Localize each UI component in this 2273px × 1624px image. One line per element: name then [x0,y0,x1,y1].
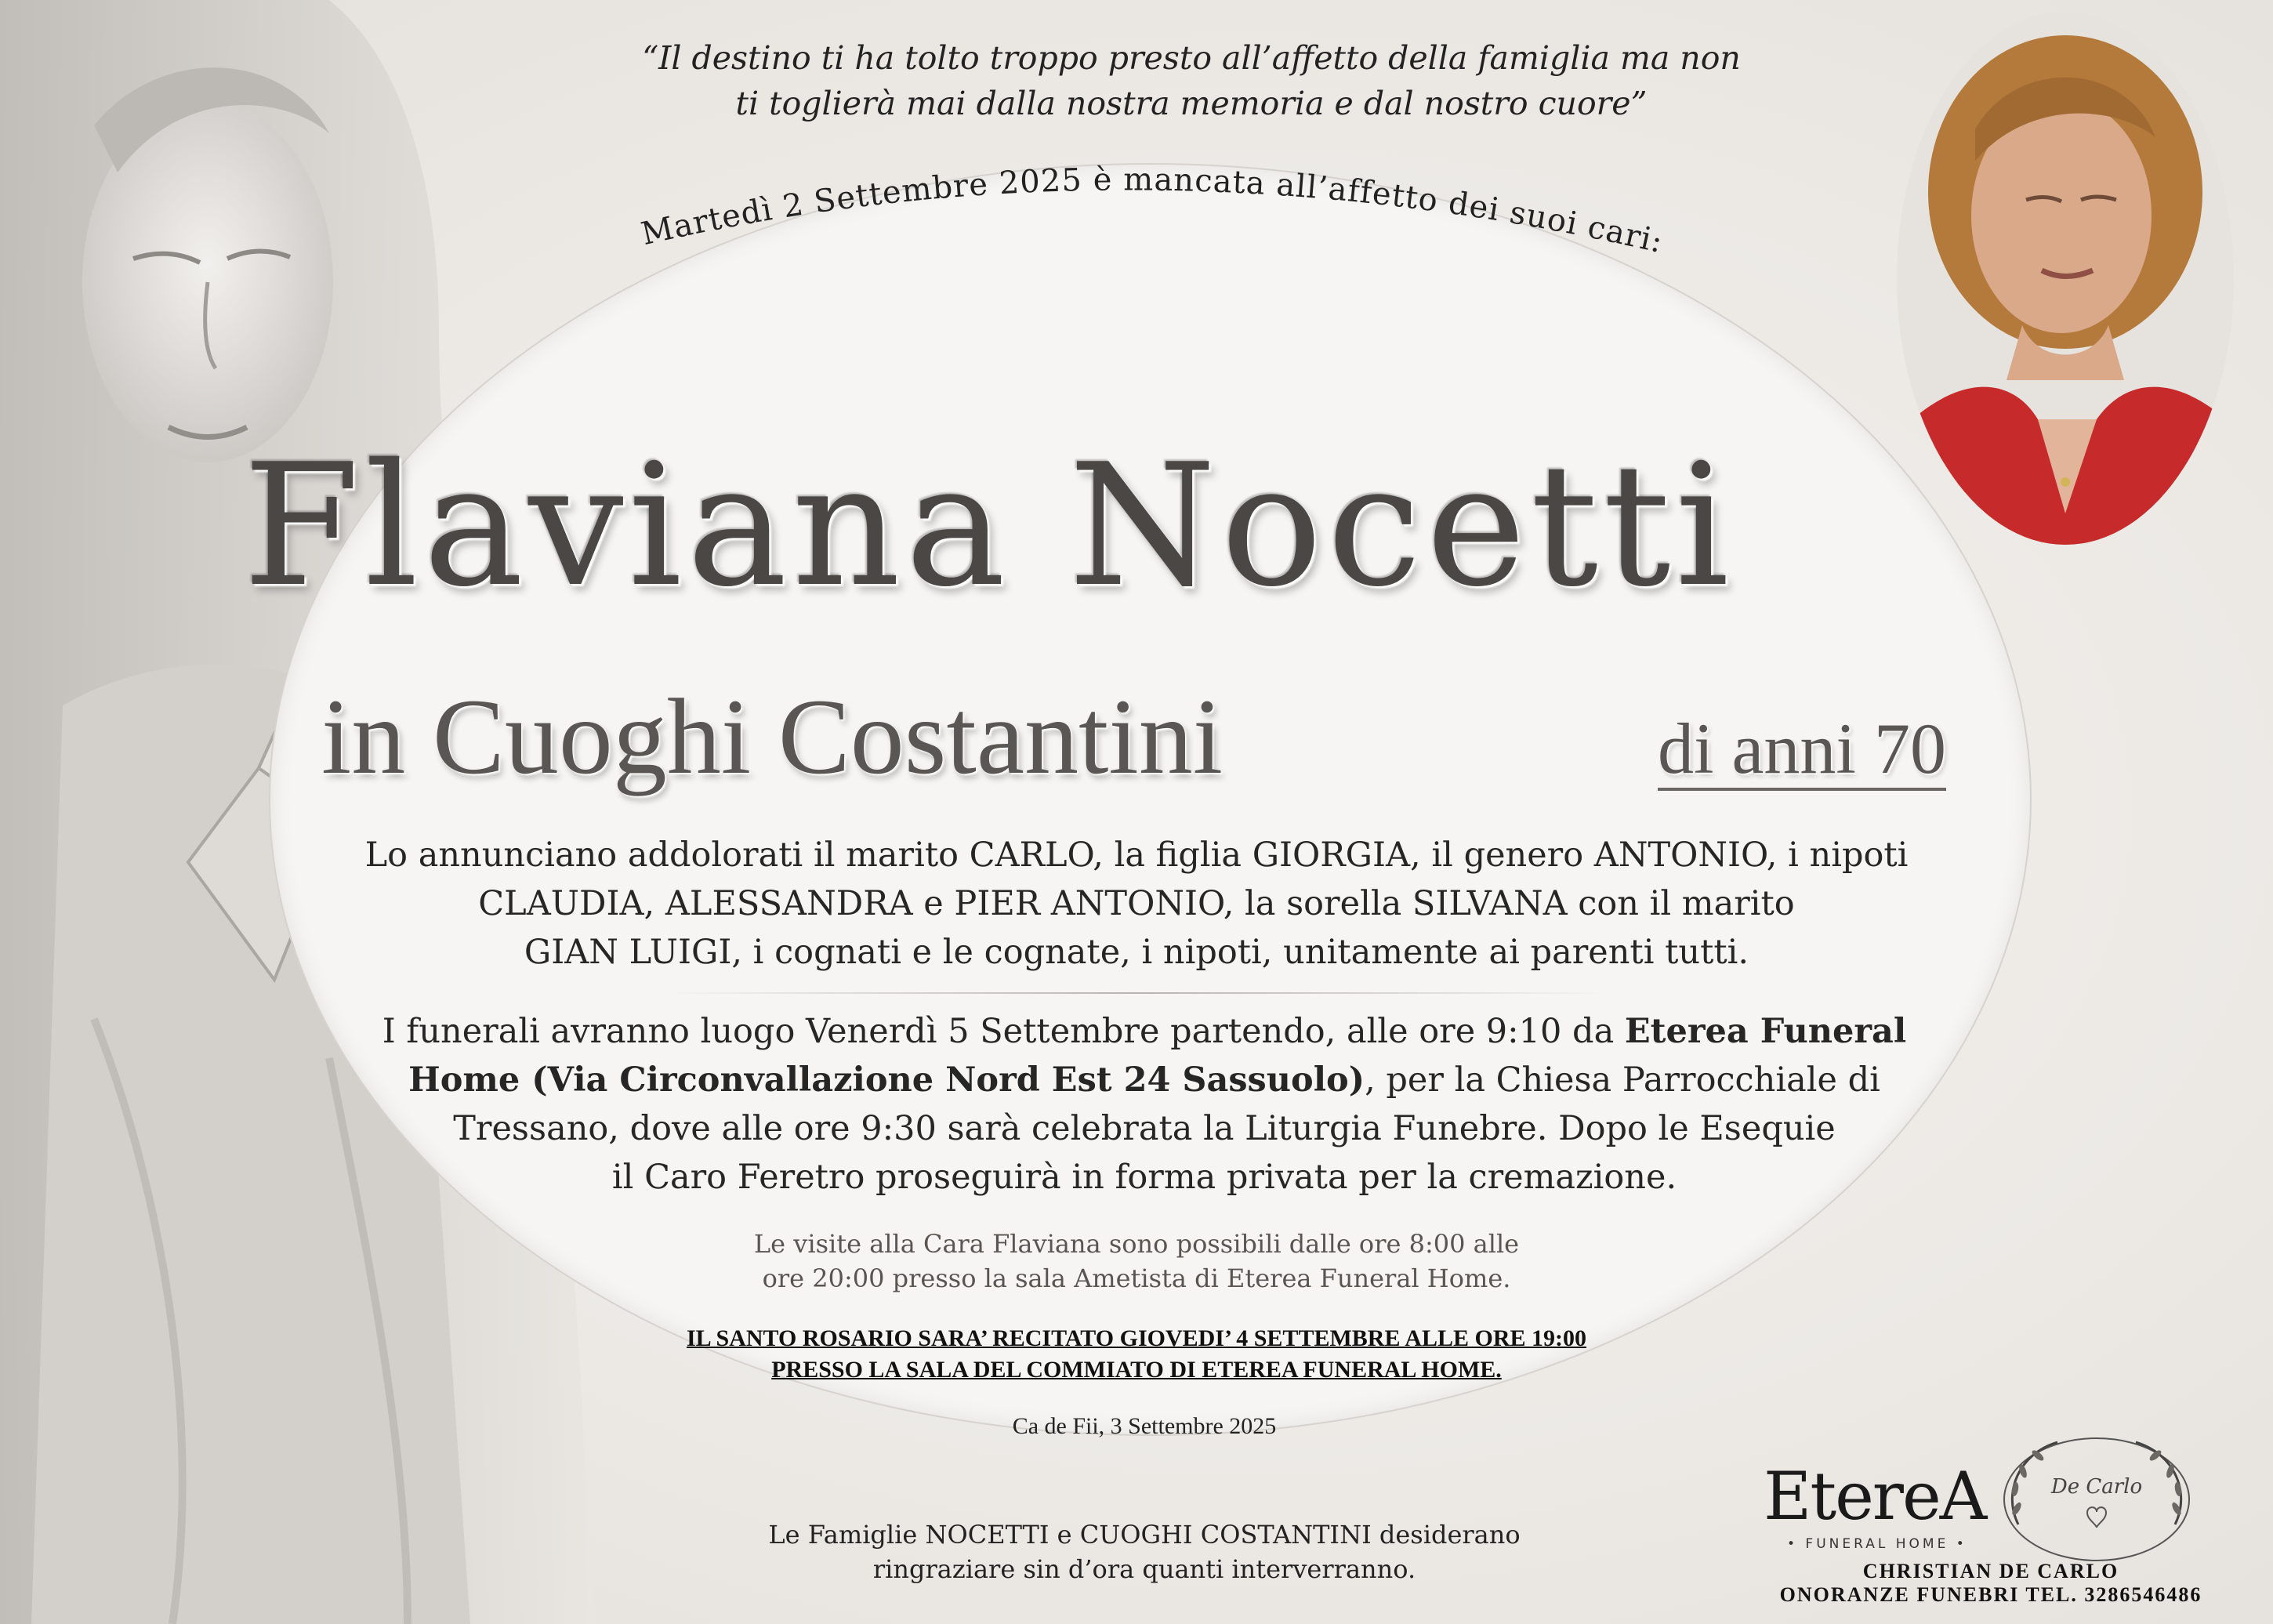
company-phone: ONORANZE FUNEBRI TEL. 3286546486 [1779,1583,2202,1606]
visits-line-2: ore 20:00 presso la sala Ametista di Eterea Funeral Home. [762,1263,1511,1293]
divider [666,992,1607,994]
rosary-notice [580,1323,1693,1386]
eterea-logo [1756,1458,1991,1560]
decarlo-text: De Carlo [2050,1475,2143,1499]
married-name: in Cuoghi Costantini [321,676,1224,796]
announcement-line-3: GIAN LUIGI, i cognati e le cognate, i nipoti, unitamente ai parenti tutti. [524,933,1749,972]
thanks-line-1: Le Famiglie NOCETTI e CUOGHI COSTANTINI desiderano [768,1520,1521,1550]
thanks-line-2: ringraziare sin d’ora quanti interverranno. [872,1554,1416,1584]
svg-text:Martedì 2 Settembre 2025 è man [638,161,1666,260]
company-owner: CHRISTIAN DE CARLO [1862,1560,2119,1582]
thanks-text [596,1517,1693,1586]
funeral-line-1: I funerali avranno luogo Venerdì 5 Settembre partendo, alle ore 9:10 da Eterea Funeral [382,1012,1907,1051]
funeral-line-4: il Caro Feretro proseguirà in forma privata per la cremazione. [611,1158,1677,1197]
announcement-text [235,831,2038,977]
funeral-company [1709,1560,2273,1607]
place-date: Ca de Fii, 3 Settembre 2025 [1012,1413,1277,1439]
decarlo-laurel-logo [1995,1430,2199,1568]
quote-line-2: ti toglierà mai dalla nostra memoria e dal nostro cuore” [735,85,1648,122]
portrait-photo [1897,12,2234,545]
rosary-line-2: PRESSO LA SALA DEL COMMIATO DI ETEREA FUNERAL HOME. [771,1357,1502,1383]
visits-info [596,1227,1677,1296]
funeral-line-3: Tressano, dove alle ore 9:30 sarà celebrata la Liturgia Funebre. Dopo le Esequie [453,1109,1836,1148]
intro-text: Martedì 2 Settembre 2025 è mancata all’affetto dei suoi cari: [637,161,1667,261]
deceased-name: Flaviana Nocetti [243,427,1735,624]
visits-line-1: Le visite alla Cara Flaviana sono possibili dalle ore 8:00 alle [753,1229,1520,1259]
eterea-subtitle: • FUNERAL HOME • [1787,1536,1967,1552]
funeral-line-2: Home (Via Circonvallazione Nord Est 24 Sassuolo), per la Chiesa Parrocchiale di [408,1060,1880,1100]
announcement-line-2: CLAUDIA, ALESSANDRA e PIER ANTONIO, la sorella SILVANA con il marito [478,884,1795,923]
eterea-brand: EtereA [1764,1458,1986,1535]
age-label: di anni 70 [1658,709,1946,791]
funeral-details [259,1007,2030,1202]
rosary-line-1: IL SANTO ROSARIO SARA’ RECITATO GIOVEDI’ 4 SETTEMBRE ALLE ORE 19:00 [686,1325,1586,1351]
quote-line-1: “Il destino ti ha tolto troppo presto all’affetto della famiglia ma non [642,39,1741,77]
announcement-line-1: Lo annunciano addolorati il marito CARLO, la figlia GIORGIA, il genero ANTONIO, i nipoti [364,836,1909,875]
